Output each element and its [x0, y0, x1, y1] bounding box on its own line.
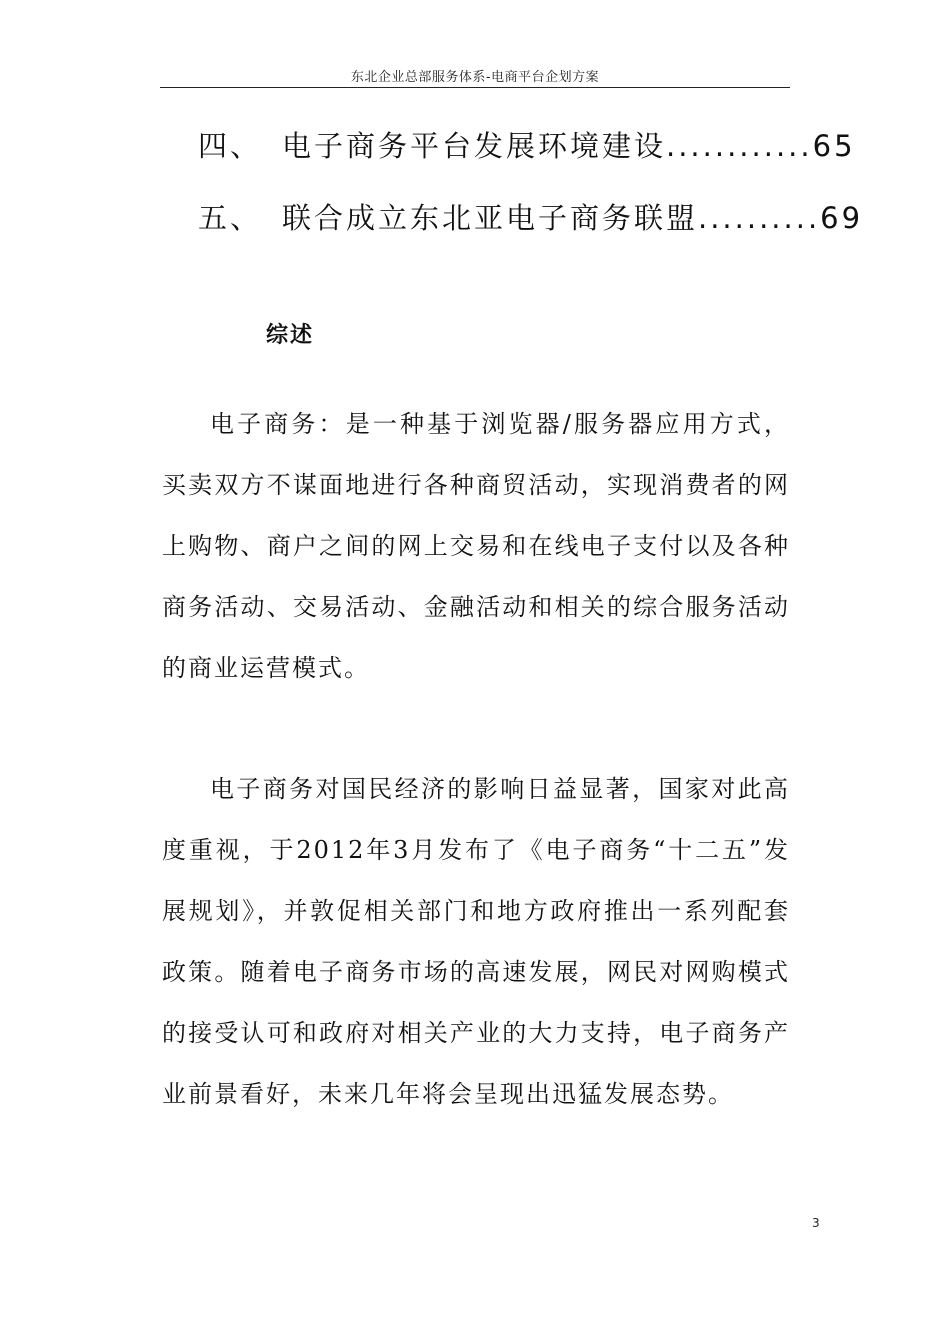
- page-number: 3: [812, 1216, 820, 1230]
- toc-entry-number: 五、: [198, 201, 263, 235]
- toc-entry-number: 四、: [198, 129, 263, 163]
- header-title: 东北企业总部服务体系-电商平台企划方案: [350, 70, 600, 85]
- header-divider: [160, 87, 790, 88]
- section-title: 综述: [266, 323, 315, 348]
- body-paragraph: 电子商务：是一种基于浏览器/服务器应用方式，买卖双方不谋面地进行各种商贸活动，实现消费者的网上购物、商户之间的网上交易和在线电子支付以及各种商务活动、交易活动、金融活动和相关的综合服务活动的商业运营模式。: [162, 410, 790, 682]
- toc-entry-text: 电子商务平台发展环境建设............65: [282, 129, 856, 163]
- toc-entry: [198, 124, 856, 165]
- toc-entry-text: 联合成立东北亚电子商务联盟..........69: [282, 201, 864, 235]
- toc-entry: [198, 196, 864, 237]
- body-paragraph: 电子商务对国民经济的影响日益显著，国家对此高度重视，于2012年3月发布了《电子商务“十二五”发展规划》，并敦促相关部门和地方政府推出一系列配套政策。随着电子商务市场的高速发展，网民对网购模式的接受认可和政府对相关产业的大力支持，电子商务产业前景看好，未来几年将会呈现出迅猛发展态势。: [162, 775, 790, 1108]
